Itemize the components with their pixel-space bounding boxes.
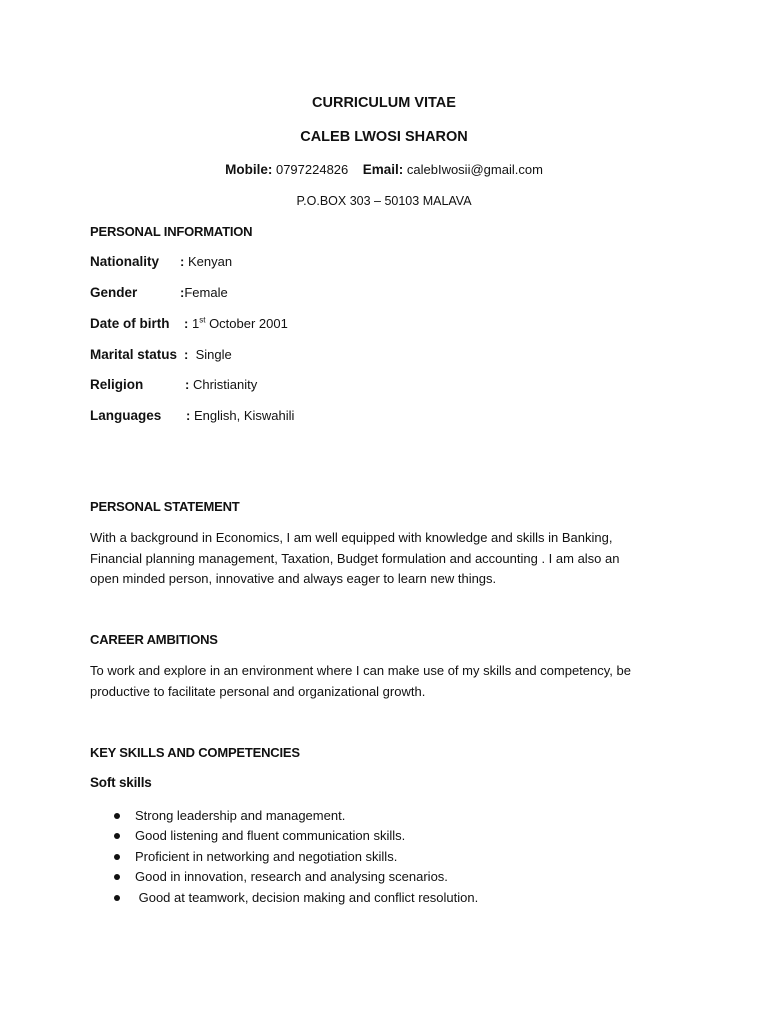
dob-value-wrap: : 1st October 2001 — [184, 315, 288, 331]
languages-row — [90, 408, 295, 423]
candidate-name: CALEB LWOSI SHARON — [300, 129, 468, 145]
list-item — [90, 847, 478, 867]
postal-address: P.O.BOX 303 – 50103 MALAVA — [296, 194, 472, 208]
bullet-icon — [114, 895, 120, 901]
career-ambitions-text — [90, 661, 680, 702]
ambition-line: To work and explore in an environment where I can make use of my skills and competency, be — [90, 663, 631, 678]
skill-text: Good in innovation, research and analysing scenarios. — [135, 869, 448, 885]
list-item — [90, 867, 478, 887]
dob-key: Date of birth — [90, 316, 170, 331]
gender-value-wrap: :Female — [180, 285, 228, 300]
personal-statement-text — [90, 528, 680, 590]
skill-text: Proficient in networking and negotiation skills. — [135, 848, 398, 864]
document-title: CURRICULUM VITAE — [312, 95, 456, 111]
career-ambitions-heading: CAREER AMBITIONS — [90, 632, 218, 647]
religion-value: Christianity — [192, 377, 258, 392]
personal-statement-heading: PERSONAL STATEMENT — [90, 499, 240, 514]
gender-row — [90, 285, 228, 300]
languages-key: Languages — [90, 408, 162, 423]
dob-rest: October 2001 — [209, 316, 288, 331]
marital-key: Marital status — [90, 347, 178, 362]
dob-day: 1 — [191, 316, 200, 331]
languages-value-wrap: : English, Kiswahili — [186, 408, 295, 423]
soft-skills-subheading: Soft skills — [90, 775, 152, 790]
nationality-key: Nationality — [90, 254, 160, 269]
religion-row — [90, 377, 258, 392]
statement-line: With a background in Economics, I am well equipped with knowledge and skills in Banking, — [90, 530, 613, 545]
gender-key: Gender — [90, 285, 138, 300]
email-value: calebIwosii@gmail.com — [406, 162, 543, 177]
dob-row — [90, 315, 288, 331]
skill-text: Strong leadership and management. — [135, 808, 346, 823]
skill-text: Good listening and fluent communication skills. — [135, 828, 406, 844]
bullet-icon — [114, 813, 120, 819]
marital-value: Single — [195, 347, 232, 362]
ambition-line: productive to facilitate personal and organizational growth. — [90, 683, 426, 699]
personal-info-heading: PERSONAL INFORMATION — [90, 224, 253, 239]
bullet-icon — [114, 854, 120, 860]
skill-text: Good at teamwork, decision making and conflict resolution. — [135, 889, 479, 905]
marital-value-wrap: : Single — [184, 347, 232, 362]
nationality-value-wrap: : Kenyan — [180, 254, 233, 269]
list-item — [90, 806, 478, 826]
mobile-label: Mobile: — [225, 162, 273, 177]
list-item — [90, 826, 478, 846]
statement-line: open minded person, innovative and always eager to learn new things. — [90, 571, 497, 586]
nationality-row — [90, 254, 233, 269]
dob-suffix: st — [199, 315, 206, 325]
religion-key: Religion — [90, 377, 144, 392]
bullet-icon — [114, 833, 120, 839]
bullet-icon — [114, 874, 120, 880]
religion-value-wrap: : Christianity — [185, 377, 258, 392]
gender-value: Female — [184, 285, 228, 300]
key-skills-heading: KEY SKILLS AND COMPETENCIES — [90, 745, 300, 760]
nationality-value: Kenyan — [187, 254, 233, 269]
languages-value: English, Kiswahili — [193, 408, 295, 423]
email-label: Email: — [362, 162, 404, 177]
contact-line — [0, 162, 768, 177]
statement-line: Financial planning management, Taxation, Budget formulation and accounting . I am also an — [90, 550, 620, 566]
marital-row — [90, 347, 232, 362]
list-item — [90, 888, 478, 908]
soft-skills-list — [90, 806, 478, 908]
mobile-value: 0797224826 — [275, 162, 349, 177]
